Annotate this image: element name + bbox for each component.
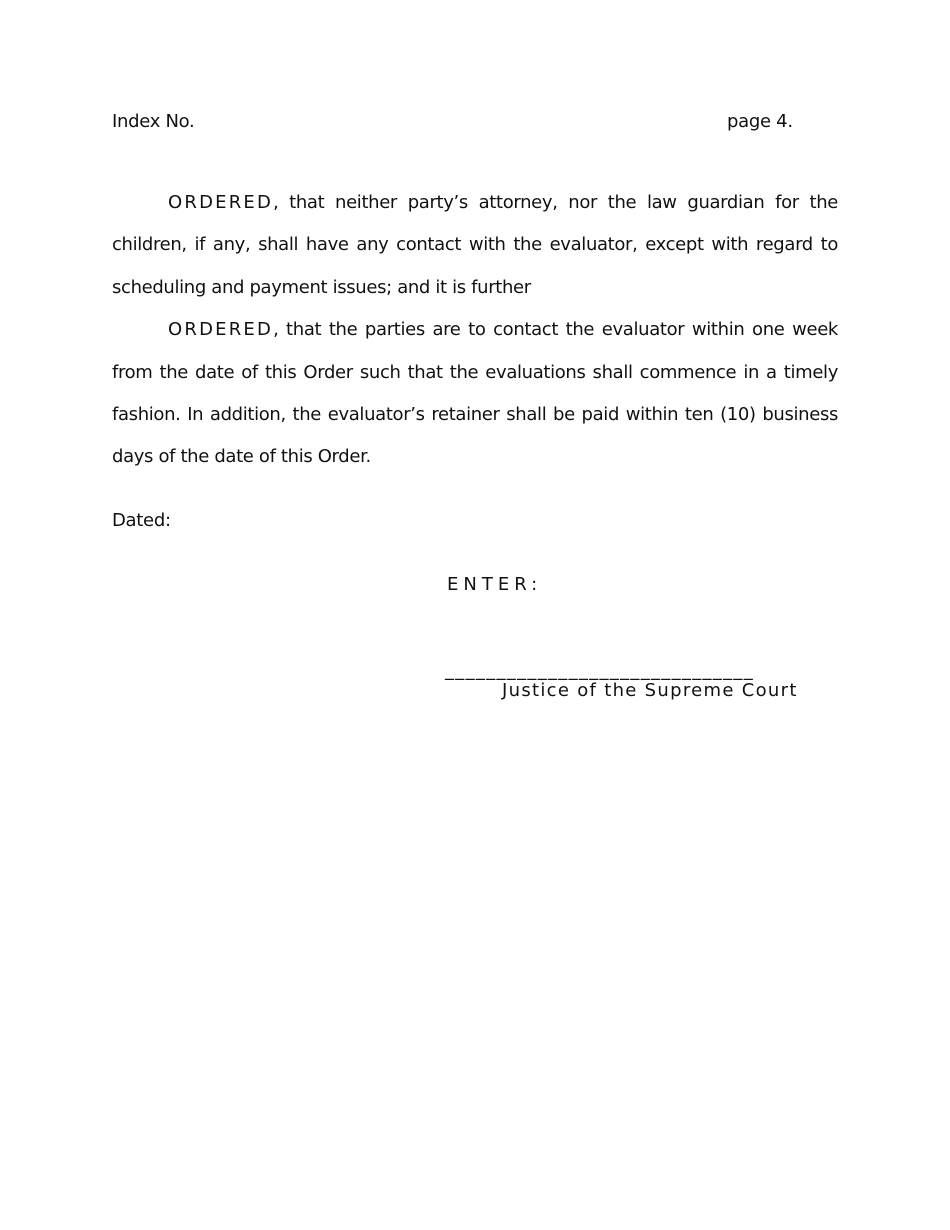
page-number-label: page 4. (727, 111, 793, 132)
ordered-paragraph-2 (112, 309, 838, 479)
ordered-lead: ORDERED (168, 319, 274, 341)
signature-line: ______________________________ (445, 660, 754, 681)
enter-label: ENTER: (447, 574, 543, 595)
ordered-text: , that neither party’s attorney, nor the law guardian for the children, if any, shall have any contact with the evaluator, except with regard to scheduling and payment issues; and it is further (112, 192, 838, 298)
order-body (112, 182, 838, 479)
signature-title: Justice of the Supreme Court (502, 680, 798, 701)
ordered-paragraph-1 (112, 182, 838, 309)
index-number-label: Index No. (112, 111, 195, 132)
ordered-text: , that the parties are to contact the evaluator within one week from the date of this Order such that the evaluations shall commence in a timely fashion. In addition, the evaluator’s retainer shall be paid within ten (10) business days of the date of this Order. (112, 319, 838, 468)
ordered-lead: ORDERED (168, 192, 274, 213)
dated-label: Dated: (112, 510, 171, 531)
